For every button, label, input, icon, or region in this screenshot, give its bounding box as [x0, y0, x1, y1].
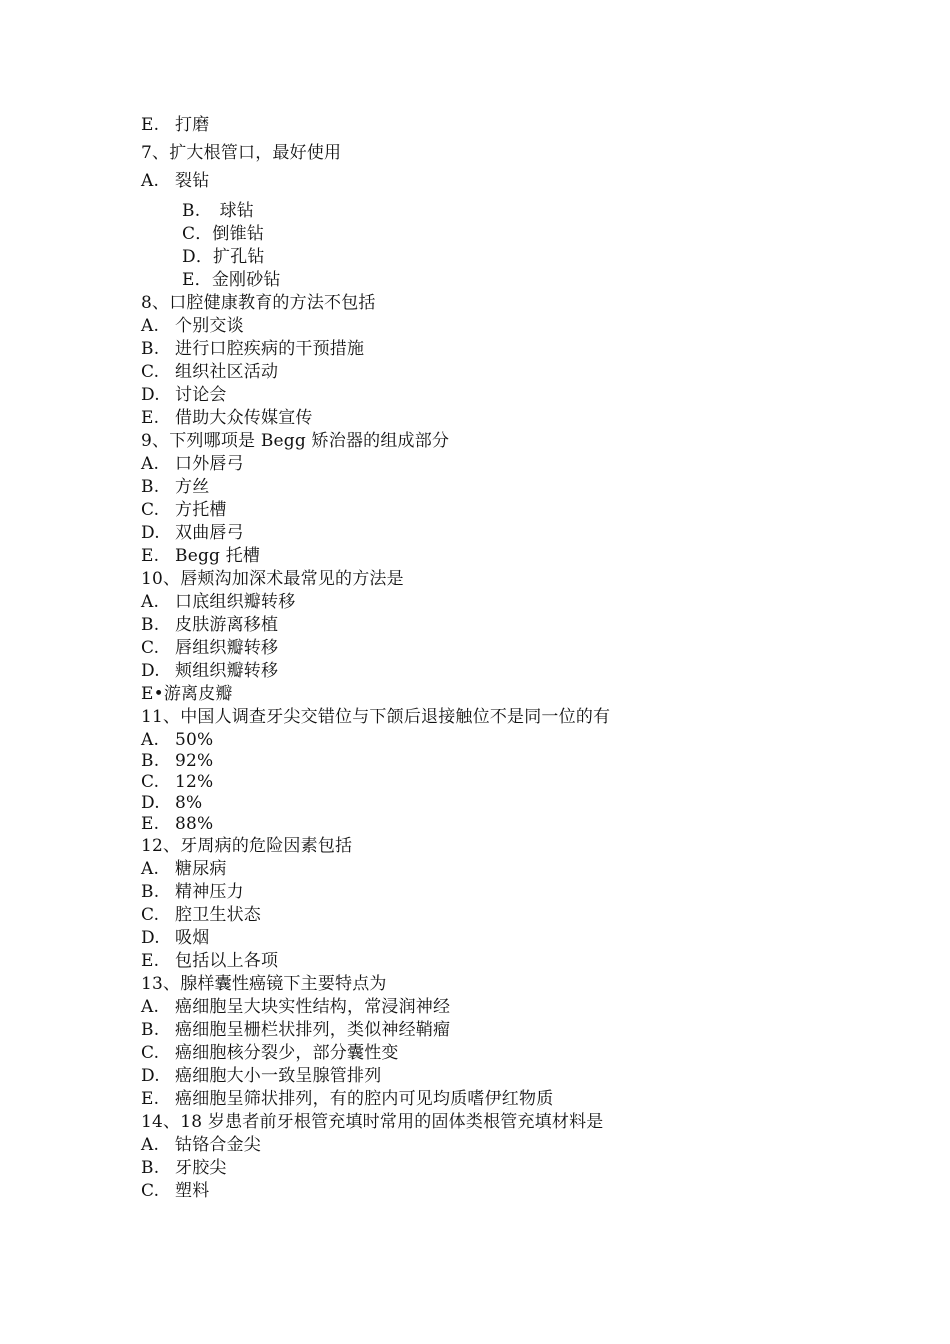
option-e-line: [141, 1089, 553, 1109]
option-label: C.: [141, 500, 160, 520]
option-a-line: [141, 592, 295, 612]
option-c-line: [182, 224, 264, 244]
option-text: 钴铬合金尖: [175, 1135, 261, 1155]
option-c-line: [141, 362, 278, 382]
option-text: 颊组织瓣转移: [175, 661, 279, 681]
option-text: 皮肤游离移植: [175, 615, 279, 635]
option-d-line: [141, 385, 227, 405]
option-c-line: [141, 1043, 399, 1063]
option-a-line: [141, 171, 209, 191]
option-text: 牙胶尖: [175, 1158, 227, 1178]
option-text: 唇组织瓣转移: [175, 638, 279, 658]
option-b-line: [141, 339, 364, 359]
option-label: D.: [141, 1066, 160, 1086]
option-text: 方丝: [175, 477, 210, 497]
question-text: 8、口腔健康教育的方法不包括: [141, 293, 376, 313]
option-text: 口外唇弓: [175, 454, 244, 474]
option-text: 癌细胞呈筛状排列，有的腔内可见均质嗜伊红物质: [175, 1089, 554, 1109]
question-text: 13、腺样囊性癌镜下主要特点为: [141, 974, 387, 994]
option-text: 双曲唇弓: [175, 523, 244, 543]
option-label: B.: [141, 477, 160, 497]
option-label: C.: [141, 1043, 160, 1063]
question-11: [141, 707, 610, 727]
option-c-line: [141, 905, 261, 925]
option-label: E.: [141, 951, 160, 971]
option-text: E•游离皮瓣: [141, 684, 233, 704]
option-text: 个别交谈: [175, 316, 244, 336]
option-d-line: [141, 523, 244, 543]
option-text: 口底组织瓣转移: [175, 592, 296, 612]
option-label: E.: [141, 1089, 160, 1109]
option-label: A.: [141, 316, 160, 336]
question-10: [141, 569, 404, 589]
option-text: 借助大众传媒宣传: [175, 408, 313, 428]
option-b-line: [141, 1020, 450, 1040]
option-e-line: [141, 408, 313, 428]
option-text: 8%: [175, 793, 203, 813]
option-text: 12%: [175, 772, 214, 792]
option-label: C.: [141, 362, 160, 382]
option-label: B.: [141, 339, 160, 359]
option-a-line: [141, 997, 450, 1017]
option-text: 打磨: [175, 115, 210, 135]
option-label: B.: [141, 882, 160, 902]
option-text: 塑料: [175, 1181, 210, 1201]
option-text: 方托槽: [175, 500, 227, 520]
question-12: [141, 836, 352, 856]
question-14: [141, 1112, 603, 1132]
option-e-line: [182, 270, 281, 290]
option-label: B.: [141, 751, 160, 771]
option-label: C.: [141, 1181, 160, 1201]
option-c-line: [141, 772, 213, 792]
option-text: 裂钻: [175, 171, 210, 191]
option-text: 92%: [175, 751, 214, 771]
option-c-line: [141, 1181, 209, 1201]
option-text: 组织社区活动: [175, 362, 279, 382]
option-e-line: [141, 684, 233, 704]
option-e-line: [141, 814, 213, 834]
question-8: [141, 293, 376, 313]
question-text: 12、牙周病的危险因素包括: [141, 836, 353, 856]
option-label: B.: [141, 1020, 160, 1040]
option-a-line: [141, 1135, 261, 1155]
question-text: 10、唇颊沟加深术最常见的方法是: [141, 569, 404, 589]
option-b-line: [141, 751, 213, 771]
option-c-line: [141, 638, 278, 658]
question-13: [141, 974, 387, 994]
question-9: [141, 431, 449, 451]
option-d-line: [141, 661, 278, 681]
option-text: Begg 托槽: [175, 546, 261, 566]
option-label: E.: [141, 115, 160, 135]
option-text: 包括以上各项: [175, 951, 279, 971]
option-text: 癌细胞呈大块实性结构，常浸润神经: [175, 997, 451, 1017]
question-text: 14、18 岁患者前牙根管充填时常用的固体类根管充填材料是: [141, 1112, 604, 1132]
option-text: 糖尿病: [175, 859, 227, 879]
option-text: 50%: [175, 730, 214, 750]
option-text: 倒锥钻: [212, 224, 265, 244]
option-d-line: [141, 1066, 381, 1086]
option-label: D.: [141, 523, 160, 543]
option-label: A.: [141, 859, 160, 879]
option-text: 扩孔钻: [213, 247, 265, 267]
option-label: D.: [141, 385, 160, 405]
option-label: D.: [141, 661, 160, 681]
option-text: 精神压力: [175, 882, 244, 902]
option-e-line: [141, 951, 278, 971]
option-b-line: [141, 477, 209, 497]
option-label: D．: [182, 247, 214, 267]
option-d-line: [141, 928, 209, 948]
option-c-line: [141, 500, 227, 520]
option-label: C.: [141, 638, 160, 658]
option-text: 癌细胞呈栅栏状排列，类似神经鞘瘤: [175, 1020, 451, 1040]
option-label: E.: [141, 546, 160, 566]
option-label: E．: [182, 270, 212, 290]
option-label: A.: [141, 592, 160, 612]
option-text: 金刚砂钻: [211, 270, 281, 290]
option-text: 腔卫生状态: [175, 905, 261, 925]
option-label: B.: [182, 201, 201, 221]
option-label: C.: [141, 905, 160, 925]
option-label: B.: [141, 615, 160, 635]
option-b-line: [141, 882, 244, 902]
question-text: 7、扩大根管口，最好使用: [141, 143, 342, 163]
option-a-line: [141, 859, 227, 879]
option-d-line: [141, 793, 202, 813]
option-a-line: [141, 454, 244, 474]
option-label: A.: [141, 1135, 160, 1155]
option-label: D.: [141, 928, 160, 948]
option-b-line: [141, 615, 278, 635]
option-b-line: [182, 201, 254, 221]
option-label: B.: [141, 1158, 160, 1178]
option-b-line: [141, 1158, 227, 1178]
option-text: 进行口腔疾病的干预措施: [175, 339, 365, 359]
option-text: 球钻: [214, 201, 255, 221]
question-7: [141, 143, 341, 163]
option-label: D.: [141, 793, 160, 813]
option-label: A.: [141, 730, 160, 750]
option-text: 癌细胞核分裂少，部分囊性变: [175, 1043, 399, 1063]
option-label: A.: [141, 171, 160, 191]
question-text: 9、下列哪项是 Begg 矫治器的组成部分: [141, 431, 450, 451]
option-text: 88%: [175, 814, 214, 834]
option-label: C.: [141, 772, 160, 792]
option-e-line: [141, 546, 260, 566]
option-label: C．: [182, 224, 213, 244]
option-label: A.: [141, 997, 160, 1017]
option-label: E.: [141, 814, 160, 834]
option-a-line: [141, 316, 244, 336]
option-text: 讨论会: [175, 385, 227, 405]
option-e-line: [141, 115, 209, 135]
option-a-line: [141, 730, 213, 750]
option-label: A.: [141, 454, 160, 474]
option-text: 癌细胞大小一致呈腺管排列: [175, 1066, 382, 1086]
option-label: E.: [141, 408, 160, 428]
option-text: 吸烟: [175, 928, 210, 948]
option-d-line: [182, 247, 265, 267]
question-text: 11、中国人调查牙尖交错位与下颌后退接触位不是同一位的有: [141, 707, 611, 727]
